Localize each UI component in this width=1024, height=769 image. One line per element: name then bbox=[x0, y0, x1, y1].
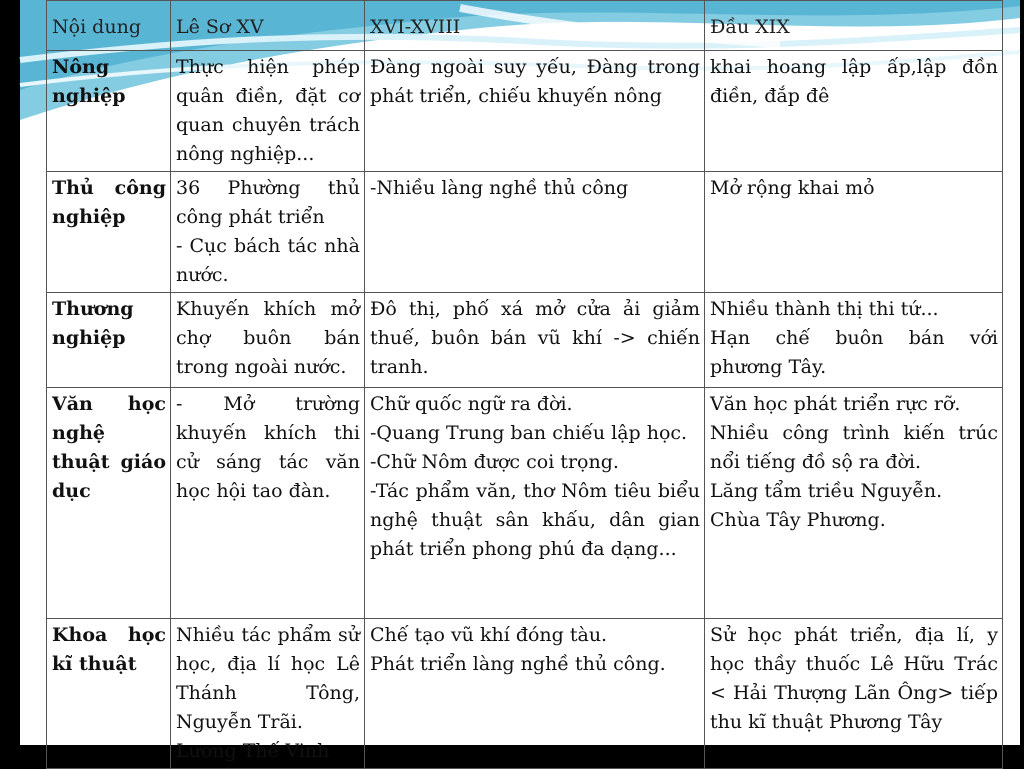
cell-le-so: Thực hiện phép quân điền, đặt cơ quan chuyên trách nông nghiệp... bbox=[171, 51, 365, 172]
slide bbox=[20, 0, 1020, 762]
header-le-so: Lê Sơ XV bbox=[171, 1, 365, 51]
cell-xvi-xviii: Đàng ngoài suy yếu, Đàng trong phát triển, chiếu khuyến nông bbox=[365, 51, 705, 172]
header-dau-xix: Đầu XIX bbox=[705, 1, 1003, 51]
cell-dau-xix: khai hoang lập ấp,lập đồn điền, đắp đê bbox=[705, 51, 1003, 172]
row-label: Khoa học kĩ thuật bbox=[47, 619, 171, 769]
cell-dau-xix: Mở rộng khai mỏ bbox=[705, 172, 1003, 293]
row-label: Thủ công nghiệp bbox=[47, 172, 171, 293]
table-row bbox=[47, 388, 1003, 619]
cell-dau-xix: Sử học phát triển, địa lí, y học thầy thuốc Lê Hữu Trác < Hải Thượng Lãn Ông> tiếp thu kĩ thuật Phương Tây bbox=[705, 619, 1003, 769]
table-row bbox=[47, 51, 1003, 172]
cell-xvi-xviii: Đô thị, phố xá mở cửa ải giảm thuế, buôn bán vũ khí -> chiến tranh. bbox=[365, 293, 705, 388]
row-label: Nông nghiệp bbox=[47, 51, 171, 172]
header-noi-dung: Nội dung bbox=[47, 1, 171, 51]
cell-le-so: 36 Phường thủ công phát triển - Cục bách tác nhà nước. bbox=[171, 172, 365, 293]
cell-xvi-xviii: Chế tạo vũ khí đóng tàu. Phát triển làng nghề thủ công. bbox=[365, 619, 705, 769]
table-row bbox=[47, 619, 1003, 769]
row-label: Thương nghiệp bbox=[47, 293, 171, 388]
header-xvi-xviii: XVI-XVIII bbox=[365, 1, 705, 51]
cell-le-so: Khuyến khích mở chợ buôn bán trong ngoài nước. bbox=[171, 293, 365, 388]
comparison-table bbox=[46, 0, 1003, 769]
cell-dau-xix: Văn học phát triển rực rỡ. Nhiều công trình kiến trúc nổi tiếng đồ sộ ra đời. Lăng tẩm triều Nguyễn. Chùa Tây Phương. bbox=[705, 388, 1003, 619]
cell-dau-xix: Nhiều thành thị thi tứ... Hạn chế buôn bán với phương Tây. bbox=[705, 293, 1003, 388]
cell-le-so: - Mở trường khuyến khích thi cử sáng tác văn học hội tao đàn. bbox=[171, 388, 365, 619]
table-row bbox=[47, 293, 1003, 388]
row-label: Văn học nghệ thuật giáo dục bbox=[47, 388, 171, 619]
cell-xvi-xviii: -Nhiều làng nghề thủ công bbox=[365, 172, 705, 293]
cell-le-so: Nhiều tác phẩm sử học, địa lí học Lê Thánh Tông, Nguyễn Trãi. Lương Thế Vinh bbox=[171, 619, 365, 769]
header-row bbox=[47, 1, 1003, 51]
table-row bbox=[47, 172, 1003, 293]
cell-xvi-xviii: Chữ quốc ngữ ra đời. -Quang Trung ban chiếu lập học. -Chữ Nôm được coi trọng. -Tác phẩm văn, thơ Nôm tiêu biểu nghệ thuật sân khấu, dân gian phát triển phong phú đa dạng... bbox=[365, 388, 705, 619]
